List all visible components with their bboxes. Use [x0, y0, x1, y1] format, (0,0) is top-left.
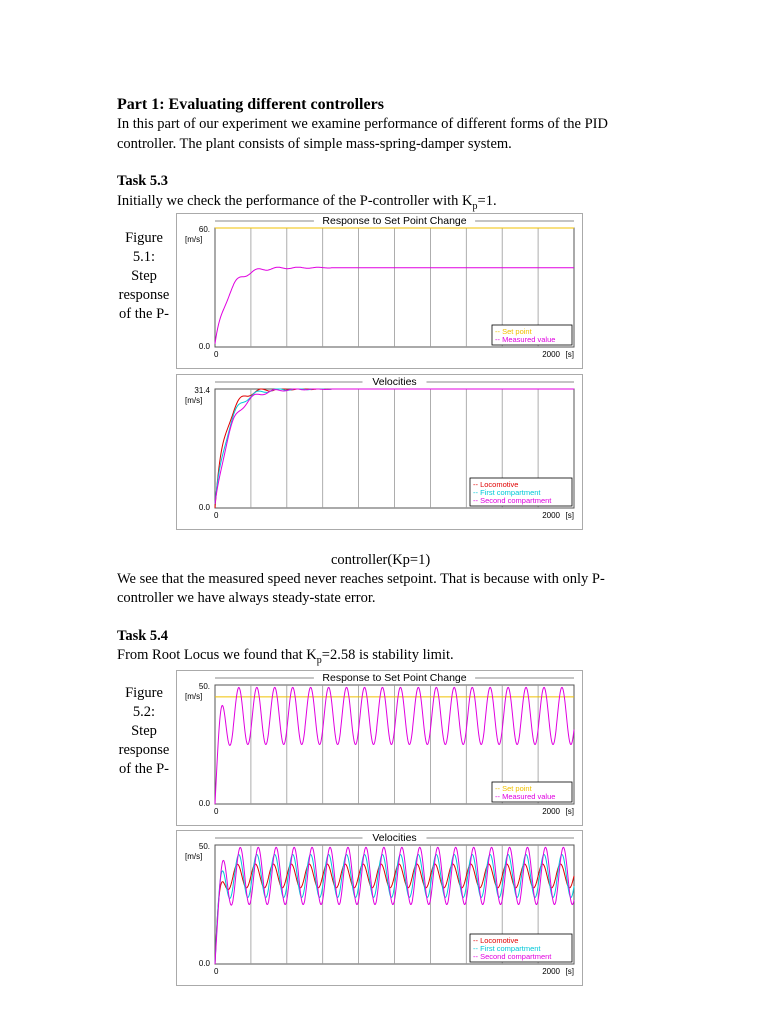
chart-title: Response to Set Point Change [322, 215, 467, 227]
intro-line-2: controller. The plant consists of simple mass-spring-damper system. [117, 136, 512, 152]
figure-5-1-caption-end: controller(Kp=1) [331, 552, 431, 568]
task-5-3-text: Initially we check the performance of the P-controller with $K_p=1$. [117, 193, 497, 212]
y-tick-top: 31.4 [194, 386, 210, 395]
task-5-4-text: From Root Locus we found that $K_p=2.58$ is stability limit. [117, 647, 454, 666]
x-axis-label: [s] [565, 967, 574, 976]
task-5-3-title: Task 5.3 [117, 173, 169, 189]
chart-1-response [176, 213, 583, 369]
x-tick-right: 2000 [542, 967, 560, 976]
y-tick-top: 60. [198, 225, 210, 234]
figure-5-1-caption: Figure 5.1: Step response of the P- [118, 230, 170, 322]
legend-entry: -- Locomotive [473, 936, 519, 945]
legend-entry: -- Second compartment [473, 496, 552, 505]
y-tick-top: 50. [198, 842, 210, 851]
chart-4-velocities [176, 830, 583, 986]
legend-entry: -- Set point [495, 784, 532, 793]
intro-line-1: In this part of our experiment we examine performance of different forms of the PID [117, 116, 608, 132]
x-tick-right: 2000 [542, 511, 560, 520]
x-tick-left: 0 [214, 807, 219, 816]
x-axis-label: [s] [565, 511, 574, 520]
chart-title: Velocities [372, 832, 417, 844]
chart-3-response [176, 670, 583, 826]
x-axis-label: [s] [565, 350, 574, 359]
y-axis-label: [m/s] [185, 692, 203, 701]
y-axis-label: [m/s] [185, 396, 203, 405]
legend-entry: -- Locomotive [473, 480, 519, 489]
y-tick-bottom: 0.0 [198, 799, 210, 808]
figure-5-2-caption: Figure 5.2: Step response of the P- [118, 685, 170, 777]
para-line-2: controller we have always steady-state error. [117, 590, 376, 606]
chart-title: Velocities [372, 376, 417, 388]
y-tick-bottom: 0.0 [198, 342, 210, 351]
x-tick-left: 0 [214, 350, 219, 359]
y-axis-label: [m/s] [185, 235, 203, 244]
y-tick-top: 50. [198, 682, 210, 691]
legend-entry: -- First compartment [473, 488, 541, 497]
section-heading: Part 1: Evaluating different controllers [117, 96, 384, 113]
legend-entry: -- Set point [495, 327, 532, 336]
y-tick-bottom: 0.0 [198, 959, 210, 968]
x-axis-label: [s] [565, 807, 574, 816]
y-tick-bottom: 0.0 [198, 503, 210, 512]
para-line-1: We see that the measured speed never reaches setpoint. That is because with only P- [117, 571, 605, 587]
y-axis-label: [m/s] [185, 852, 203, 861]
legend-entry: -- First compartment [473, 944, 541, 953]
x-tick-left: 0 [214, 511, 219, 520]
legend-entry: -- Measured value [495, 335, 556, 344]
x-tick-right: 2000 [542, 807, 560, 816]
chart-title: Response to Set Point Change [322, 672, 467, 684]
x-tick-right: 2000 [542, 350, 560, 359]
chart-2-velocities [176, 374, 583, 530]
legend-entry: -- Measured value [495, 792, 556, 801]
x-tick-left: 0 [214, 967, 219, 976]
legend-entry: -- Second compartment [473, 952, 552, 961]
task-5-4-title: Task 5.4 [117, 628, 169, 644]
